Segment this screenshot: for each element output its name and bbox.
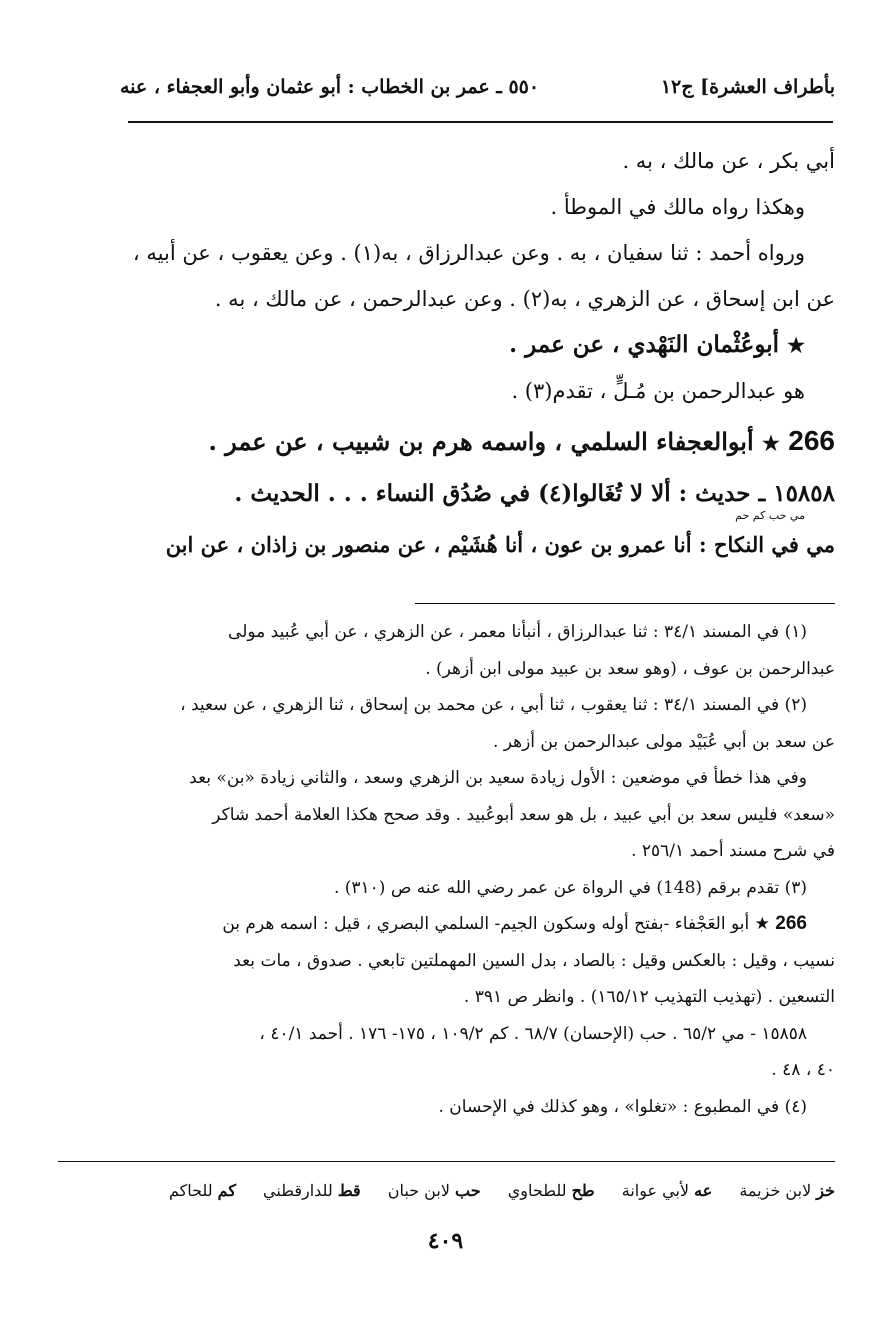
legend-item: خز لابن خزيمة: [739, 1181, 835, 1200]
footnote-line: «سعد» فليس سعد بن أبي عبيد ، بل هو سعد أبوعُبيد . وقد صحح هكذا العلامة أحمد شاكر: [212, 804, 835, 825]
footnote-line: نسيب ، وقيل : بالعكس وقيل : بالصاد ، بدل السين المهملتين تابعي . صدوق ، مات بعد: [233, 950, 835, 971]
narrator-note: هو عبدالرحمن بن مُـلٍّ ، تقدم(٣) .: [511, 379, 805, 403]
footnote-entry-text: أبو العَجْفاء -بفتح أوله وسكون الجيم- السلمي البصري ، قيل : اسمه هرم بن: [222, 914, 750, 934]
footnote-line: التسعين . (تهذيب التهذيب ١٦٥/١٢) . وانظر ص ٣٩١ .: [463, 987, 835, 1007]
text-line: أبي بكر ، عن مالك ، به .: [622, 149, 835, 173]
entry-heading: [120, 414, 835, 470]
narrator-heading: [120, 322, 835, 368]
legend-rule: [58, 1161, 835, 1162]
star-icon: ★: [787, 333, 805, 357]
hadith-title: ـ حديث : ألا لا تُغَالوا(٤) في صُدُق النساء . . . الحديث .: [234, 480, 766, 507]
header-volume-title: بأطراف العشرة] ج١٢: [660, 76, 835, 98]
hadith-number: ١٥٨٥٨: [773, 480, 835, 507]
footnote-entry-line: [120, 906, 835, 943]
footnote-line: عبدالرحمن بن عوف ، (وهو سعد بن عبيد مولى ابن أزهر) .: [425, 658, 835, 679]
star-icon: ★: [761, 431, 780, 455]
main-text: [120, 138, 835, 568]
entry-name: أبوالعجفاء السلمي ، واسمه هرم بن شبيب ، عن عمر .: [208, 427, 754, 456]
hadith-chain: مي في النكاح : أنا عمرو بن عون ، أنا هُشَيْم ، عن منصور بن زاذان ، عن ابن: [165, 532, 835, 557]
footnote-line: (٤) في المطبوع : «تغلوا» ، وهو كذلك في الإحسان .: [438, 1096, 807, 1117]
footnote-line: (٢) في المسند ٣٤/١ : ثنا يعقوب ، ثنا أبي ، عن محمد بن إسحاق ، ثنا الزهري ، عن سعيد ،: [180, 695, 807, 715]
footnote-separator: [415, 603, 835, 604]
legend-item: طح للطحاوي: [507, 1181, 595, 1200]
footnote-entry-number: 266: [775, 913, 807, 934]
footnote-line: ١٥٨٥٨ - مي ٦٥/٢ . حب (الإحسان) ٦٨/٧ . كم ١٠٩/٢ ، ١٧٥- ١٧٦ . أحمد ٤٠/١ ،: [259, 1023, 807, 1044]
running-header: [120, 70, 835, 110]
header-rule: [128, 121, 833, 123]
star-icon: ★: [754, 914, 770, 934]
legend-item: قط للدارقطني: [263, 1181, 361, 1200]
narrator-name: أبوعُثْمان النَهْدي ، عن عمر .: [509, 331, 780, 358]
page-number: ٤٠٩: [427, 1228, 464, 1254]
legend-item: عه لأبي عوانة: [621, 1181, 713, 1200]
text-line: وهكذا رواه مالك في الموطأ .: [550, 195, 805, 219]
abbreviation-legend: [120, 1181, 835, 1200]
footnotes: [120, 614, 835, 1125]
footnote-line: (٣) تقدم برقم (148) في الرواة عن عمر رضي الله عنه ص (٣١٠) .: [333, 877, 807, 898]
footnote-line: عن سعد بن أبي عُبَيْد مولى عبدالرحمن بن أزهر .: [492, 731, 835, 752]
header-section-title: ٥٥٠ ـ عمر بن الخطاب : أبو عثمان وأبو العجفاء ، عنه: [120, 76, 540, 98]
source-codes: مي حب كم حم: [735, 509, 805, 522]
footnote-line: وفي هذا خطأ في موضعين : الأول زيادة سعيد بن الزهري وسعد ، والثاني زيادة «بن» بعد: [189, 768, 807, 788]
footnote-line: في شرح مسند أحمد ٢٥٦/١ .: [631, 841, 835, 861]
legend-item: حب لابن حبان: [387, 1181, 481, 1200]
text-line: عن ابن إسحاق ، عن الزهري ، به(٢) . وعن عبدالرحمن ، عن مالك ، به .: [214, 287, 835, 311]
footnote-line: (١) في المسند ٣٤/١ : ثنا عبدالرزاق ، أنبأنا معمر ، عن الزهري ، عن أبي عُبيد مولى: [228, 622, 807, 642]
entry-number: 266: [788, 425, 835, 456]
text-line: ورواه أحمد : ثنا سفيان ، به . وعن عبدالرزاق ، به(١) . وعن يعقوب ، عن أبيه ،: [132, 241, 805, 265]
legend-item: كم للحاكم: [168, 1181, 236, 1200]
footnote-line: ٤٠ ، ٤٨ .: [771, 1060, 835, 1080]
